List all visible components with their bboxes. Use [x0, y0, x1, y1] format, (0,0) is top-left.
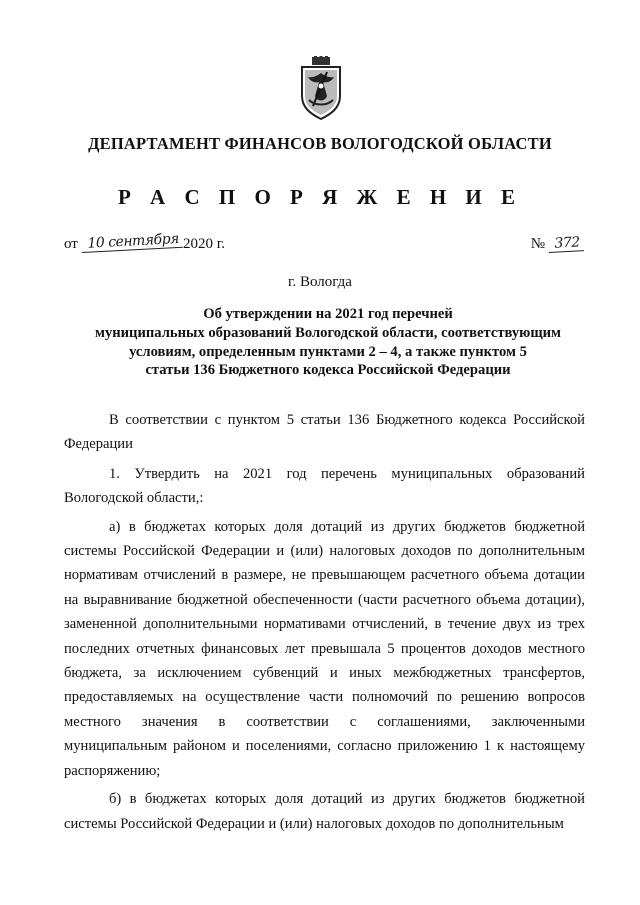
clause-1a-paragraph: а) в бюджетах которых доля дотаций из других бюджетов бюджетной системы Российской Федерации и (или) налоговых доходов по дополнительным нормативам отчислений в размере, не превышающем расчетного объема дотации на выравнивание бюджетной обеспеченности (части расчетного объема дотации), замененной дополнительными нормативами отчислений, в течение двух из трех последних отчетных финансовых лет превышала 5 процентов доходов местного бюджета, за исключением субвенций и иных межбюджетных трансфертов, предоставляемых на осуществление части полномочий по решению вопросов местного значения в соответствии с соглашениями, заключенными муниципальным районом и поселениями, согласно приложению 1 к настоящему распоряжению;	[64, 518, 585, 779]
department-name: ДЕПАРТАМЕНТ ФИНАНСОВ ВОЛОГОДСКОЙ ОБЛАСТИ	[88, 134, 552, 153]
coat-of-arms-icon	[299, 56, 343, 120]
document-date	[64, 230, 226, 253]
title-line: условиям, определенным пунктами 2 – 4, а также пунктом 5	[129, 343, 527, 360]
title-line: статьи 136 Бюджетного кодекса Российской Федерации	[145, 362, 511, 379]
clause-1-paragraph: 1. Утвердить на 2021 год перечень муниципальных образований Вологодской области,:	[64, 465, 585, 507]
number-prefix: №	[530, 236, 546, 252]
title-line: Об утверждении на 2021 год перечней	[203, 306, 453, 322]
clause-1b-paragraph: б) в бюджетах которых доля дотаций из других бюджетов бюджетной системы Российской Федерации и (или) налоговых доходов по дополнительным	[64, 791, 585, 832]
title-line: муниципальных образований Вологодской области, соответствующим	[95, 324, 561, 341]
handwritten-number: 372	[548, 234, 584, 253]
document-number	[531, 236, 584, 253]
date-prefix: от	[64, 236, 78, 252]
document-type-heading: Р А С П О Р Я Ж Е Н И Е	[117, 185, 523, 209]
city-name: г. Вологда	[288, 274, 352, 290]
document-title	[64, 305, 592, 380]
handwritten-date: 10 сентября	[81, 231, 183, 253]
preamble-paragraph: В соответствии с пунктом 5 статьи 136 Бюджетного кодекса Российской Федерации	[64, 412, 585, 453]
date-number-line	[64, 231, 584, 257]
document-body	[64, 408, 585, 836]
date-year: 2020 г.	[183, 236, 226, 252]
